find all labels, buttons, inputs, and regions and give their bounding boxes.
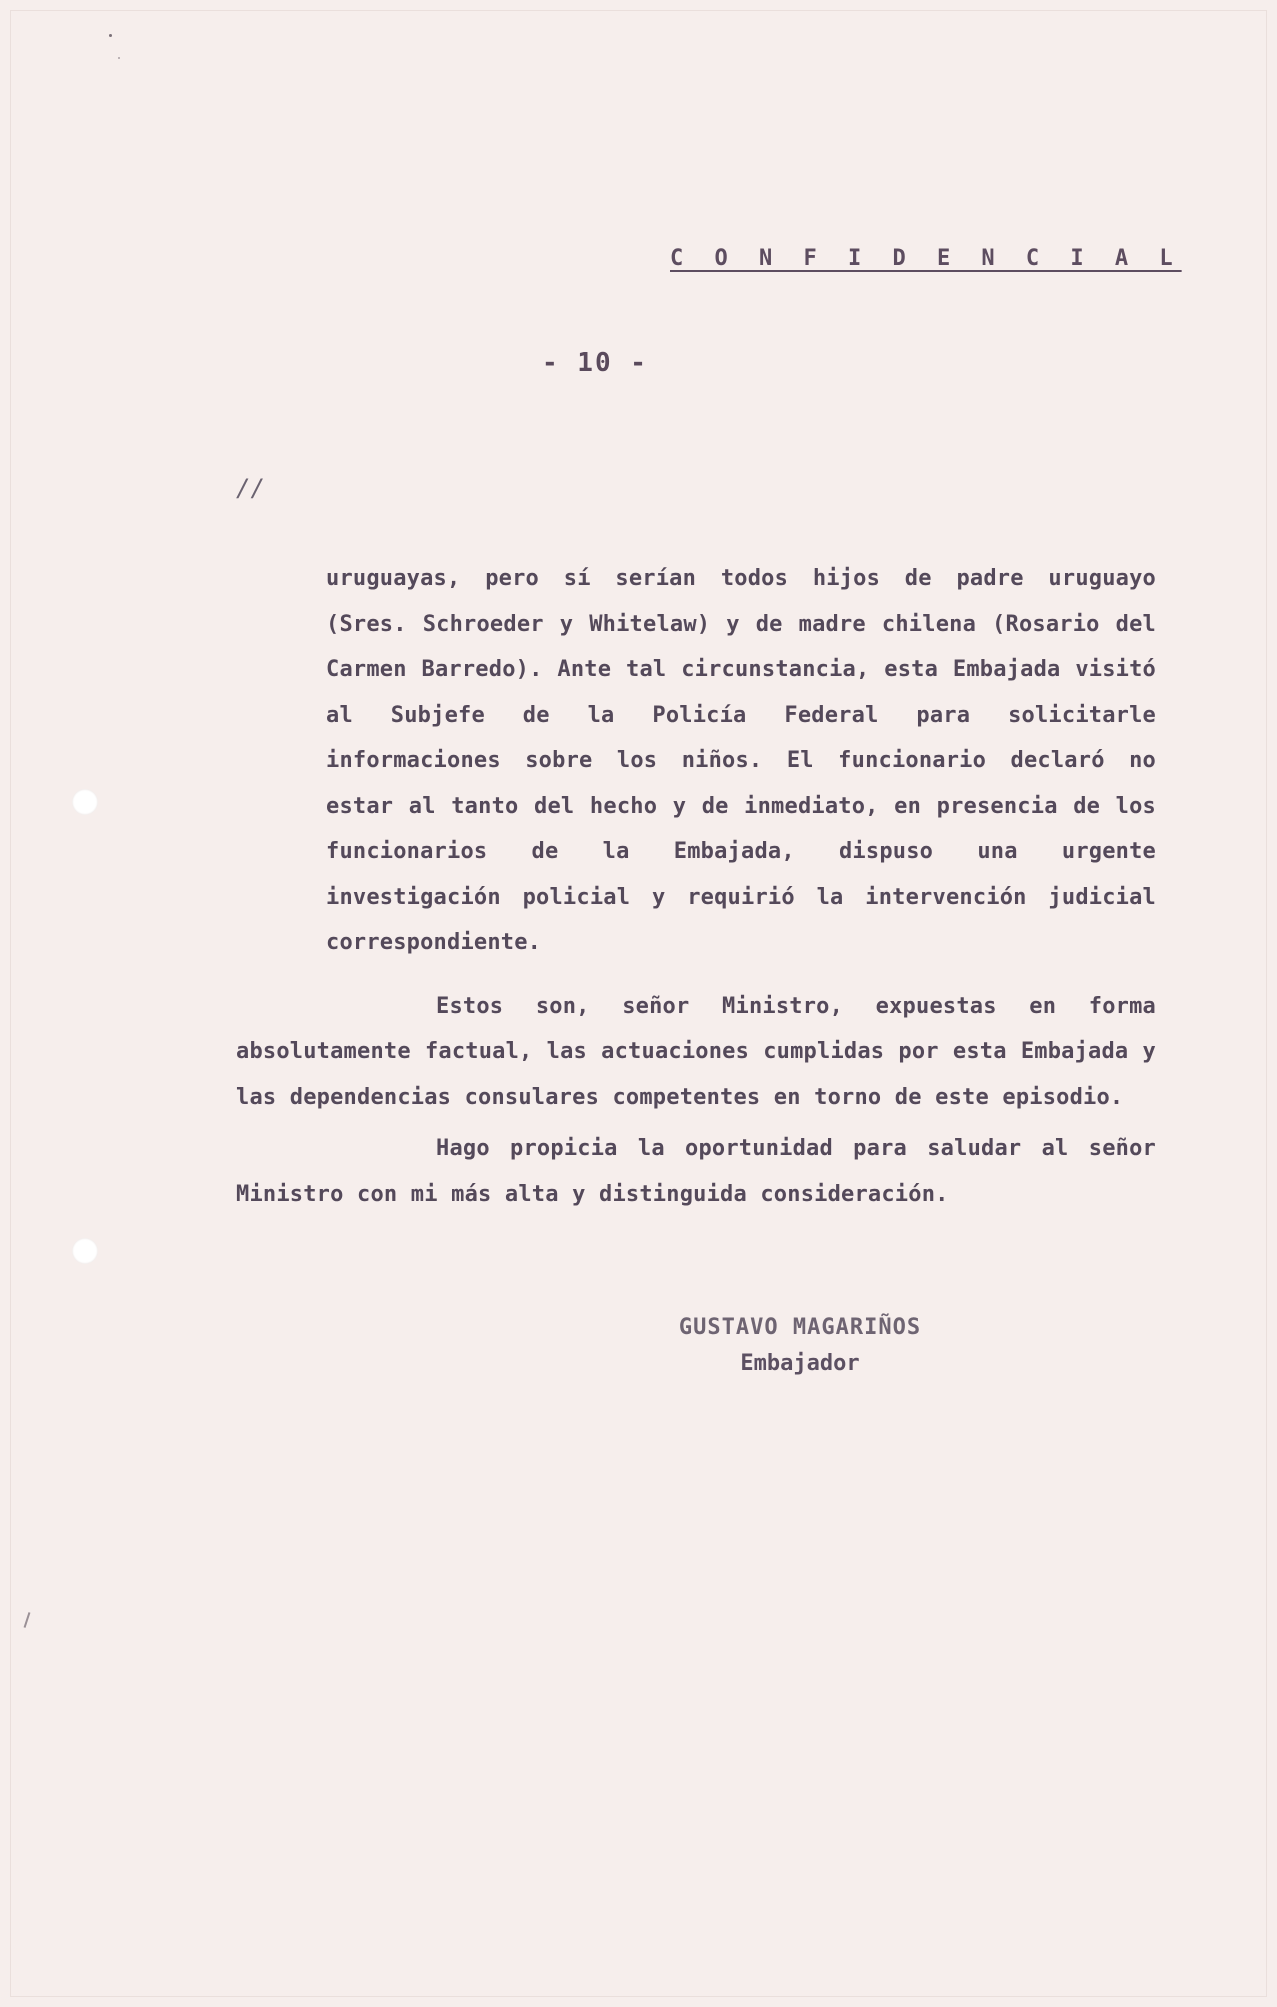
classification-header: C O N F I D E N C I A L (670, 246, 1182, 271)
page-number: - 10 - (542, 348, 648, 378)
paragraph-3: Hago propicia la oportunidad para saludar al señor Ministro con mi más alta y distinguida consideración. (236, 1136, 1156, 1207)
ink-speck (118, 57, 120, 59)
paragraph-1: uruguayas, pero sí serían todos hijos de padre uruguayo (Sres. Schroeder y Whitelaw) y de madre chilena (Rosario del Carmen Barredo). Ante tal circunstancia, esta Embajada visitó al Subjefe de la Policía Federal para solicitarle informaciones sobre los niños. El funcionario declaró no estar al tanto del hecho y de inmediato, en presencia de los funcionarios de la Embajada, dispuso una urgente investigación policial y requirió la intervención judicial correspondiente. (326, 566, 1156, 955)
ink-speck (109, 34, 112, 37)
paragraph-2: Estos son, señor Ministro, expuestas en forma absolutamente factual, las actuaciones cumplidas por esta Embajada y las dependencias consulares competentes en torno de este episodio. (236, 993, 1156, 1110)
signature-block (620, 1310, 980, 1382)
letter-body (236, 556, 1156, 1217)
margin-mark (24, 1612, 31, 1628)
punch-hole (72, 1238, 98, 1264)
punch-hole (72, 789, 98, 815)
signatory-title: Embajador (740, 1351, 860, 1376)
signatory-name: GUSTAVO MAGARIÑOS (678, 1315, 922, 1340)
continuation-mark: // (236, 474, 265, 502)
